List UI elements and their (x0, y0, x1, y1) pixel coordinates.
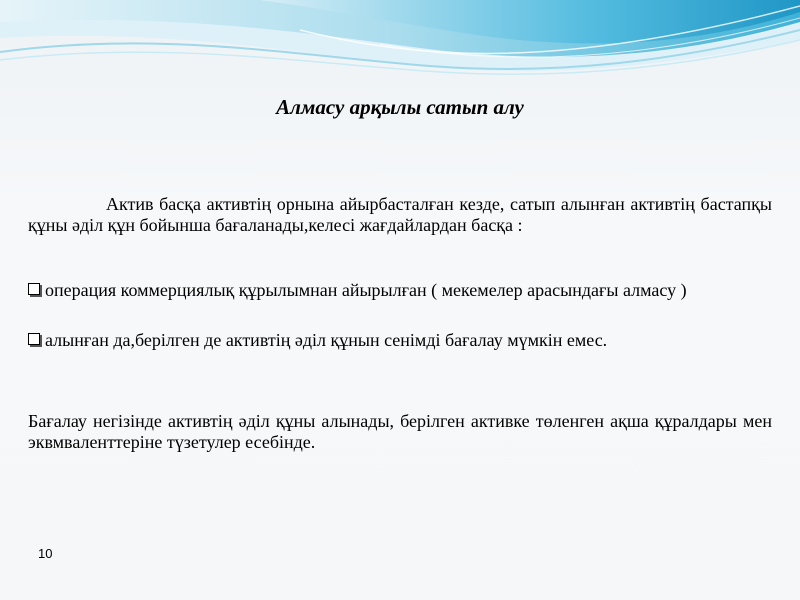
conclusion-paragraph: Бағалау негізінде активтің әділ құны алынады, берілген активке төленген ақша құралдары мен эквмваленттеріне түзетулер есебінде. (28, 411, 772, 452)
intro-paragraph: Актив басқа активтің орнына айырбасталған кезде, сатып алынған активтің бастапқы құны әділ құн бойынша бағаланады,келесі жағдайлардан басқа : (28, 194, 772, 235)
bullet-item-1 (28, 280, 772, 301)
wave-header-decoration (0, 0, 800, 90)
square-bullet-icon (28, 333, 40, 345)
square-bullet-icon (28, 283, 40, 295)
slide-title: Алмасу арқылы сатып алу (276, 95, 524, 119)
bullet-item-2 (28, 330, 772, 351)
page-number: 10 (38, 546, 53, 561)
bullet-item-1-text: операция коммерциялық құрылымнан айырылған ( мекемелер арасындағы алмасу ) (45, 280, 687, 300)
bullet-item-2-text: алынған да,берілген де активтің әділ құнын сенімді бағалау мүмкін емес. (45, 330, 608, 350)
